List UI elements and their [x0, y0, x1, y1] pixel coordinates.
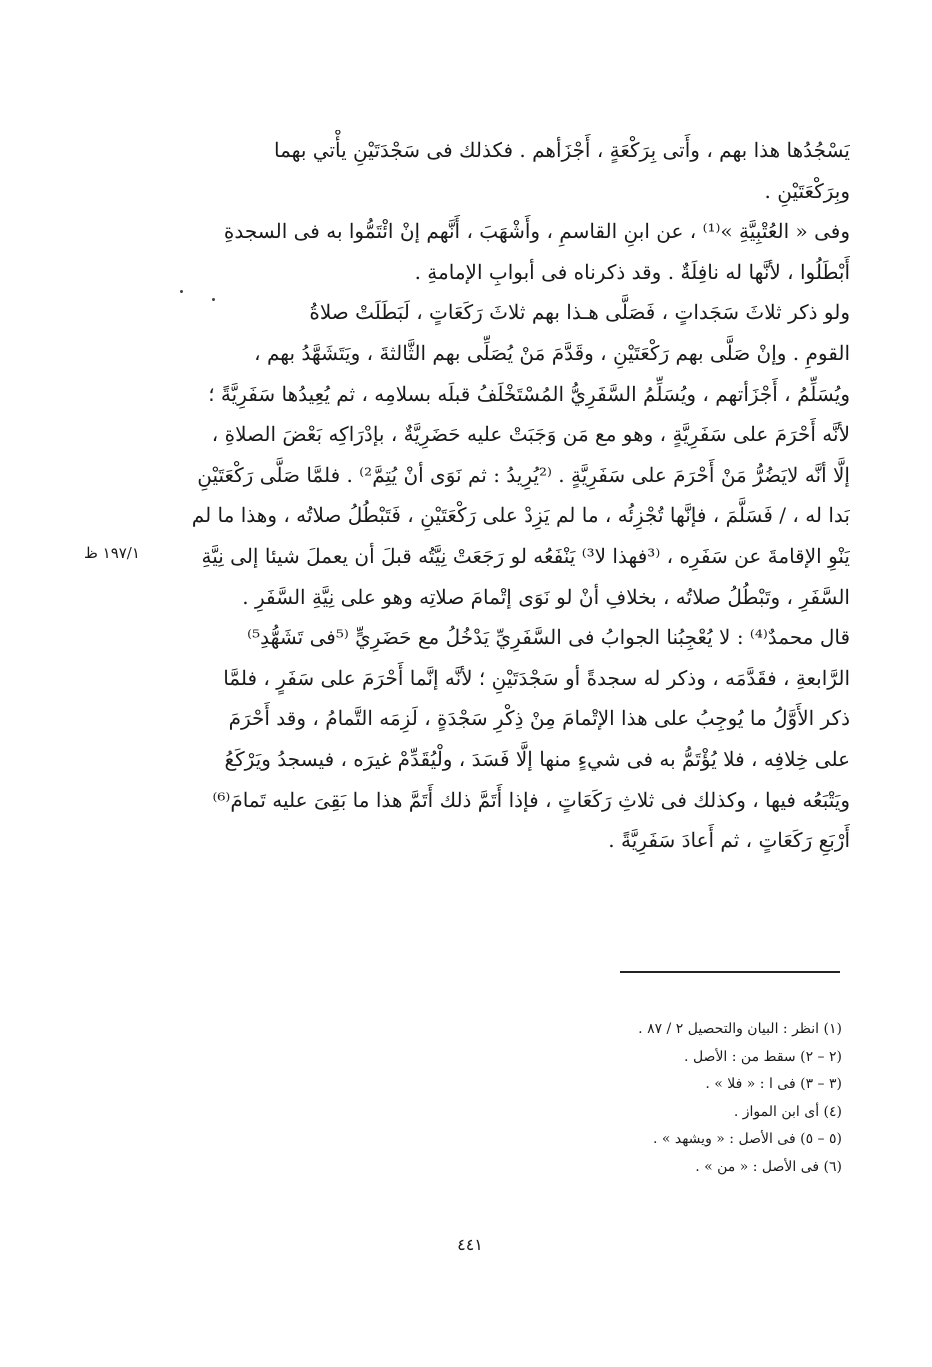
text-line: ويَتْبَعُه فيها ، وكذلك فى ثلاثِ رَكَعَاتٍ ، فإذا أَتَمَّ ذلك أَتَمَّ هذا ما بَقِىَ عليه تَمامَ⁽⁶⁾ — [212, 787, 850, 812]
text-line: الرَّابعةِ ، فقَدَّمَه ، وذكر له سجدةً أو سَجْدَتَيْنِ ؛ لأنَّه إنَّما أَحْرَمَ على سَفَرٍ ، فلمَّا — [223, 665, 850, 690]
page-number: ٤٤١ — [457, 1235, 483, 1254]
footnote: (٥ – ٥) فى الأصل : « ويشهد » . — [652, 1131, 842, 1147]
text-line: لأنَّه أَحْرَمَ على سَفَرِيَّةٍ ، وهو مع مَن وَجَبَتْ عليه حَضَرِيَّةٌ ، بإدْرَاكِه بَعْضَ الصلاةِ ، — [211, 422, 850, 447]
footnote: (٤) أى ابن المواز . — [733, 1103, 842, 1120]
main-text — [160, 130, 850, 861]
text-line: وبِرَكْعَتَيْنِ . — [764, 178, 850, 203]
text-line: ويُسَلِّمُ ، أَجْزَأتهم ، ويُسَلِّمُ السَّفَرِيُّ المُسْتَخْلَفُ قبلَه بسلامِه ، ثم يُعِيدُها سَفَرِيَّةً ؛ — [208, 381, 850, 406]
scan-speck — [180, 290, 183, 293]
text-line: أَبْطَلُوا ، لأنَّها له نافِلَةٌ . وقد ذكرناه فى أبوابِ الإمامةِ . — [414, 259, 850, 284]
folio-margin-note: ١٩٧/١ ظ — [84, 544, 140, 562]
text-line: يَسْجُدُها هذا بهم ، وأَتى بِرَكْعَةٍ ، أَجْزَأهم . فكذلك فى سَجْدَتَيْنِ يأْتي بهما — [274, 138, 850, 162]
footnote: (١) انظر : البيان والتحصيل ٢ / ٨٧ . — [638, 1021, 842, 1037]
footnotes — [400, 1016, 842, 1181]
text-line: بَدا له ، / فَسَلَّمَ ، فإنَّها تُجْزِئُه ، ما لم يَزِدْ على رَكْعَتَيْنِ ، فَتَبْطُلُ صلاتُه ، وهذا ما لم — [191, 503, 850, 528]
text-line: القومِ . وإنْ صَلَّى بهم رَكْعَتَيْنِ ، وقَدَّمَ مَنْ يُصَلِّى بهم الثَّالثةَ ، ويَتَشَهَّدُ بهم ، — [254, 340, 850, 365]
text-line: أَرْبَعِ رَكَعَاتٍ ، ثم أَعادَ سَفَرِيَّةً . — [608, 828, 850, 853]
text-line: وفى « العُتْبِيَّةِ »⁽¹⁾ ، عن ابنِ القاسمِ ، وأَشْهَبَ ، أَنَّهم إنْ ائْتَمُّوا به فى السجدةِ — [223, 219, 850, 244]
text-line: يَنْوِ الإقامةَ عن سَفَرِه ، ⁽³فهذا لا³⁾ يَنْفَعُه لو رَجَعَتْ نِيَّتُه قبلَ أن يعملَ شيئا إلى نِيَّةِ — [201, 543, 850, 568]
text-line: السَّفَرِ ، وتَبْطُلُ صلاتُه ، بخلافِ أنْ لو نَوَى إتْمامَ صلاتِه وهو على نِيَّةِ السَّفَرِ . — [242, 584, 850, 609]
footnote: (٣ – ٣) فى ا : « فلا » . — [705, 1076, 842, 1092]
text-line: قال محمدٌ⁽⁴⁾ : لا يُعْجِبُنا الجوابُ فى السَّفَرِيِّ يَدْخُلُ مع حَضَرِيٍّ ⁽⁵فى تَشَهُّدِ⁵⁾ — [247, 625, 850, 650]
text-line: إلَّا أنَّه لايَضُرُّ مَنْ أَحْرَمَ على سَفَرِيَّةٍ . ⁽²يُرِيدُ : ثم نَوَى أنْ يُتِمَّ²⁾ . فلمَّا صَلَّى رَكْعَتَيْنِ — [197, 462, 850, 487]
text-line: ذكر الأَوَّلُ ما يُوجِبُ على هذا الإتْمامَ مِنْ ذِكْرِ سَجْدَةٍ ، لَزِمَه التَّمامُ ، وقد أَحْرَمَ — [228, 706, 850, 731]
footnote-separator — [620, 971, 840, 973]
footnote: (٢ – ٢) سقط من : الأصل . — [684, 1048, 842, 1065]
text-line: ولو ذكر ثلاثَ سَجَداتٍ ، فَصَلَّى هـذا بهم ثلاثَ رَكَعَاتٍ ، لَبَطَلَتْ صلاةُ — [309, 300, 850, 325]
scan-speck — [212, 298, 215, 301]
footnote: (٦) فى الأصل : « من » . — [695, 1158, 842, 1175]
text-line: على خِلافِه ، فلا يُؤْتَمُّ به فى شيءٍ منها إلَّا فَسَدَ ، ولْيُقَدِّمْ غيرَه ، فيسجدُ ويَرْكَعُ — [224, 746, 850, 771]
